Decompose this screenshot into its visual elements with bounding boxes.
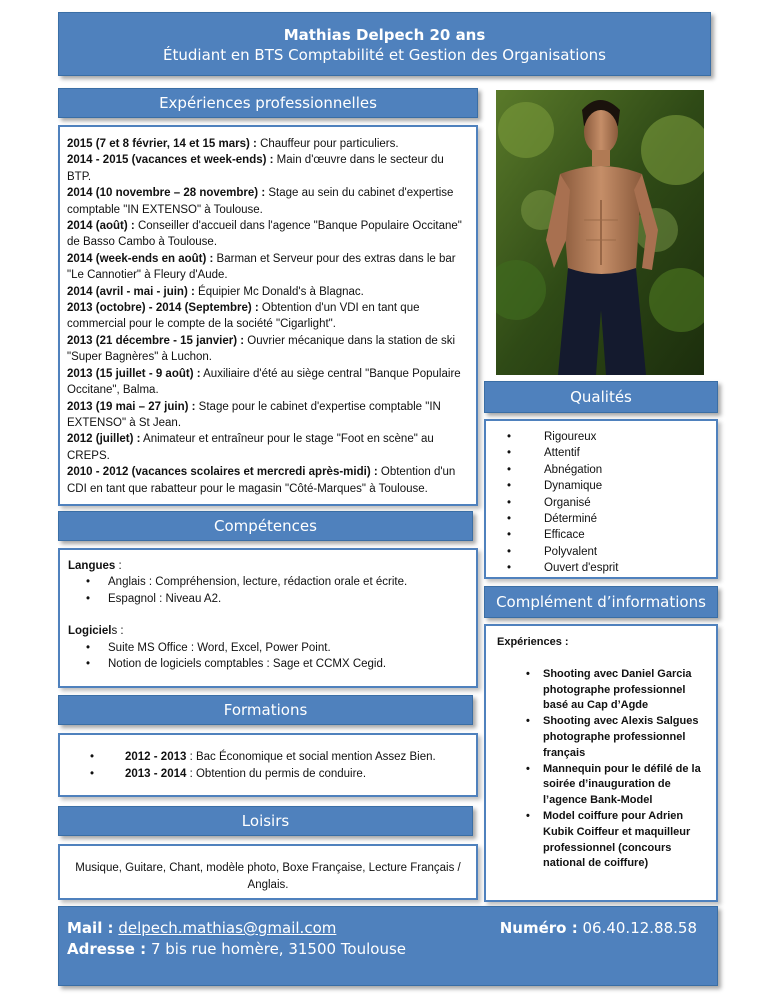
competences-section: [58, 548, 478, 688]
experience-item: [67, 136, 470, 152]
logiciels-heading: [68, 623, 468, 639]
qualites-list: [504, 429, 708, 577]
phone-value: 06.40.12.88.58: [582, 919, 697, 937]
loisirs-section: [58, 844, 478, 900]
experience-date: 2013 (19 mai – 27 juin) :: [67, 400, 196, 413]
complement-title: Complément d’informations: [484, 586, 718, 618]
experience-item: [67, 284, 470, 300]
qualites-title: Qualités: [484, 381, 718, 413]
address-label: Adresse :: [67, 940, 147, 958]
experience-date: 2014 - 2015 (vacances et week-ends) :: [67, 154, 274, 167]
complement-label: Expériences :: [497, 636, 569, 648]
qualite-item: • Efficace: [504, 527, 708, 543]
langues-heading: [68, 558, 468, 574]
competences-title: Compétences: [58, 511, 473, 541]
logiciels-suffix: s :: [111, 625, 124, 638]
logiciels-label: Logiciel: [68, 625, 112, 638]
phone-label: Numéro :: [499, 919, 578, 937]
experience-date: 2015 (7 et 8 février, 14 et 15 mars) :: [67, 138, 257, 150]
qualite-item: • Rigoureux: [504, 429, 708, 445]
qualite-item: • Déterminé: [504, 511, 708, 527]
experience-item: [67, 366, 470, 399]
complement-list: [497, 667, 708, 872]
experience-date: 2014 (week-ends en août) :: [67, 252, 214, 265]
person-subtitle: Étudiant en BTS Comptabilité et Gestion des Organisations: [163, 46, 606, 64]
experience-date: 2013 (21 décembre - 15 janvier) :: [67, 334, 245, 347]
experience-text: Obtention d'un CDI en tant que rabatteur pour le magasin "Côté-Marques" à Toulouse.: [67, 466, 456, 495]
experience-text: Barman et Serveur pour des extras dans le bar "Le Cannotier" à Fleury d'Aude.: [67, 252, 456, 282]
formation-text: : Obtention du permis de conduire.: [186, 768, 367, 780]
qualite-item: • Organisé: [504, 495, 708, 511]
logiciels-list: [86, 640, 468, 673]
person-name: Mathias Delpech 20 ans: [283, 26, 486, 44]
photo-illustration: [496, 90, 704, 375]
experience-date: 2010 - 2012 (vacances scolaires et mercredi après-midi) :: [67, 466, 378, 479]
langues-label: Langues: [68, 560, 116, 572]
formations-title: Formations: [58, 695, 473, 725]
profile-photo: [496, 90, 704, 375]
experience-text: Conseiller d'accueil dans l'agence "Banque Populaire Occitane" de Basso Cambo à Toulouse.: [67, 220, 462, 249]
list-item: • Espagnol : Niveau A2.: [86, 591, 468, 607]
experience-item: [67, 251, 470, 284]
address-value: 7 bis rue homère, 31500 Toulouse: [150, 940, 407, 958]
experience-date: 2014 (avril - mai - juin) :: [67, 285, 195, 298]
complement-section: [484, 624, 718, 902]
list-item: [90, 766, 468, 783]
experience-text: Stage pour le cabinet d'expertise comptable "IN EXTENSO" à St Jean.: [67, 400, 441, 429]
experience-date: 2014 (août) :: [67, 220, 135, 233]
list-item: • Notion de logiciels comptables : Sage et CCMX Cegid.: [86, 656, 468, 672]
experience-text: Auxiliaire d'été au siège central "Banque Populaire Occitane", Balma.: [67, 367, 461, 397]
experience-date: 2014 (10 novembre – 28 novembre) :: [67, 187, 266, 200]
list-item: • Anglais : Compréhension, lecture, rédaction orale et écrite.: [86, 574, 468, 590]
address-line: [67, 939, 406, 960]
experience-text: Stage au sein du cabinet d'expertise comptable "IN EXTENSO" à Toulouse.: [67, 187, 454, 216]
qualite-item: • Ouvert d'esprit: [504, 560, 708, 576]
list-item: [90, 749, 468, 766]
experience-date: 2013 (15 juillet - 9 août) :: [67, 367, 201, 380]
experience-text: Main d'œuvre dans le secteur du BTP.: [67, 154, 444, 183]
formation-year: 2013 - 2014: [125, 768, 187, 780]
experience-date: 2013 (octobre) - 2014 (Septembre) :: [67, 302, 259, 315]
experiences-section: [58, 125, 478, 506]
complement-item: • Shooting avec Daniel Garcia photographe professionnel basé au Cap d’Agde: [497, 667, 708, 714]
contact-left: [67, 918, 406, 960]
experience-item: [67, 464, 470, 497]
experience-item: [67, 152, 470, 185]
experience-text: Obtention d'un VDI en tant que commercial pour le compte de la société "Cigarlight".: [67, 302, 420, 331]
experience-item: [67, 300, 470, 333]
qualite-item: • Dynamique: [504, 478, 708, 494]
list-item: • Suite MS Office : Word, Excel, Power Point.: [86, 640, 468, 656]
complement-item: • Model coiffure pour Adrien Kubik Coiffeur et maquilleur professionnel (concours national de coiffure): [497, 809, 708, 872]
header-banner: [58, 12, 711, 76]
qualite-item: • Attentif: [504, 445, 708, 461]
experience-text: Chauffeur pour particuliers.: [256, 138, 399, 150]
phone-line: [500, 918, 697, 939]
langues-separator: :: [115, 560, 122, 572]
formation-text: : Bac Économique et social mention Assez Bien.: [186, 751, 436, 763]
formations-list: [90, 749, 468, 783]
mail-label: Mail :: [67, 919, 114, 937]
formation-year: 2012 - 2013: [125, 751, 187, 763]
qualite-item: • Polyvalent: [504, 544, 708, 560]
experience-item: [67, 218, 470, 251]
experience-item: [67, 185, 470, 218]
complement-item: • Mannequin pour le défilé de la soirée d’inauguration de l’agence Bank-Model: [497, 762, 708, 809]
complement-item: • Shooting avec Alexis Salgues photographe professionnel français: [497, 714, 708, 761]
loisirs-title: Loisirs: [58, 806, 473, 836]
experience-text: Ouvrier mécanique dans la station de ski "Super Bagnères" à Luchon.: [67, 334, 456, 364]
experience-item: [67, 431, 470, 464]
formations-section: [58, 733, 478, 797]
langues-list: [86, 574, 468, 607]
contact-footer: [58, 906, 718, 986]
experience-item: [67, 399, 470, 432]
experience-text: Animateur et entraîneur pour le stage "Foot en scène" au CREPS.: [67, 433, 434, 462]
experiences-list: [67, 136, 470, 497]
qualite-item: • Abnégation: [504, 462, 708, 478]
loisirs-text: Musique, Guitare, Chant, modèle photo, Boxe Française, Lecture Français / Anglais.: [75, 862, 461, 891]
experience-date: 2012 (juillet) :: [67, 433, 141, 446]
mail-line: [67, 918, 406, 939]
mail-link[interactable]: delpech.mathias@gmail.com: [118, 919, 337, 937]
experience-item: [67, 333, 470, 366]
experiences-title: Expériences professionnelles: [58, 88, 478, 118]
qualites-section: [484, 419, 718, 579]
experience-text: Équipier Mc Donald's à Blagnac.: [194, 285, 364, 298]
